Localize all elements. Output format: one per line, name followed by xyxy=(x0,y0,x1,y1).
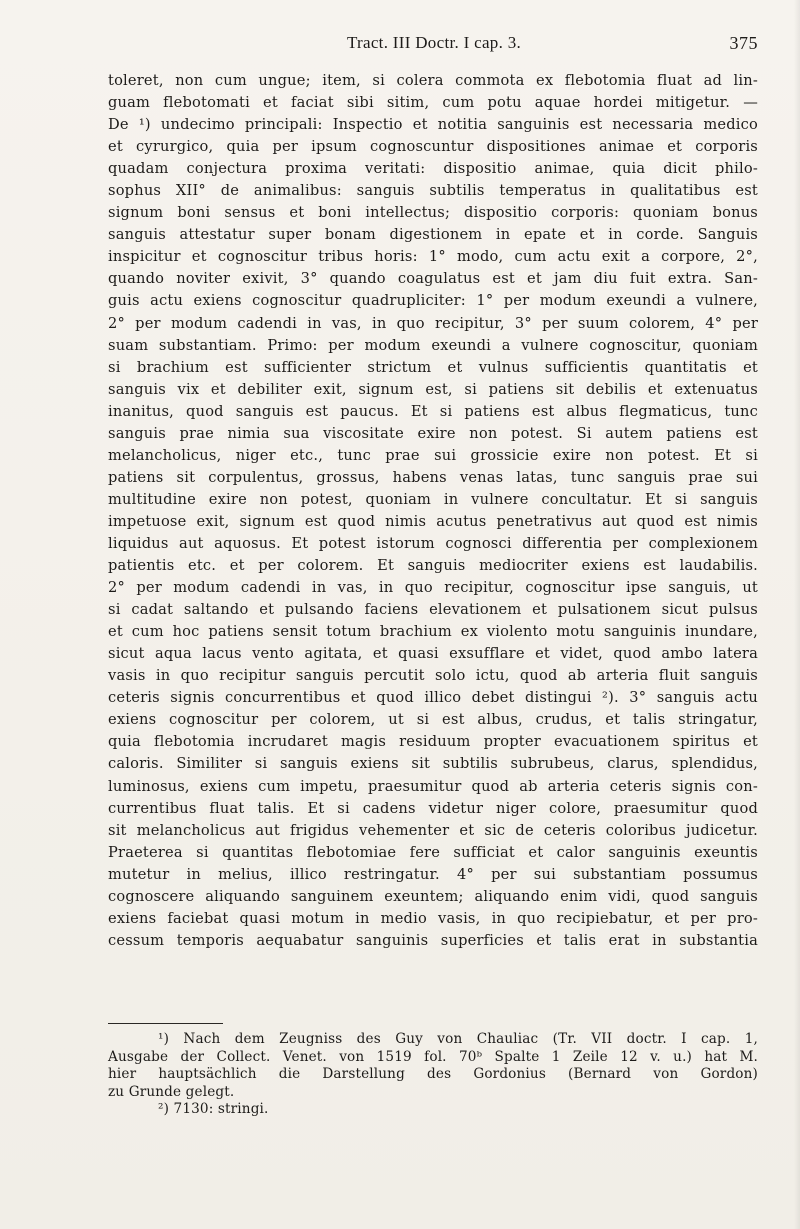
footnote-line: ¹) Nach dem Zeugniss des Guy von Chauliac (Tr. VII doctr. I cap. 1, xyxy=(158,1031,758,1047)
text-line: vasis in quo recipitur sanguis percutit solo ictu, quod ab arteria fluit sanguis xyxy=(108,667,758,685)
text-line: currentibus fluat talis. Et si cadens videtur niger colore, praesumitur quod xyxy=(108,799,758,817)
footnote-line: ²) 7130: stringi. xyxy=(158,1101,269,1118)
running-title: Tract. III Doctr. I cap. 3. xyxy=(346,33,522,52)
footnote-rule xyxy=(108,1023,223,1024)
body-text xyxy=(108,70,758,952)
text-line: inanitus, quod sanguis est paucus. Et si patiens est albus flegmaticus, tunc xyxy=(108,402,758,420)
footnote-line: zu Grunde gelegt. xyxy=(108,1083,235,1100)
text-line: liquidus aut aquosus. Et potest istorum cognosci differentia per complexionem xyxy=(108,534,758,552)
text-line: suam substantiam. Primo: per modum exeundi a vulnere cognoscitur, quoniam xyxy=(108,336,758,354)
text-line: patiens sit corpulentus, grossus, habens venas latas, tunc sanguis prae sui xyxy=(108,468,758,486)
scan-edge-shadow xyxy=(794,0,800,1229)
text-line: si brachium est sufficienter strictum et vulnus sufficientis quantitatis et xyxy=(108,358,758,376)
text-line: quando noviter exivit, 3° quando coagulatus est et jam diu fuit extra. San- xyxy=(108,270,758,288)
text-line: Praeterea si quantitas flebotomiae fere sufficiat et calor sanguinis exeuntis xyxy=(108,843,758,861)
text-line: guis actu exiens cognoscitur quadrupliciter: 1° per modum exeundi a vulnere, xyxy=(108,292,758,310)
page-header xyxy=(110,33,758,59)
text-line: guam flebotomati et faciat sibi sitim, cum potu aquae hordei mitigetur. — xyxy=(108,94,758,112)
text-line: quadam conjectura proxima veritati: dispositio animae, quia dicit philo- xyxy=(108,160,758,178)
text-line: si cadat saltando et pulsando faciens elevationem et pulsationem sicut pulsus xyxy=(108,601,758,619)
text-line: sanguis vix et debiliter exit, signum est, si patiens sit debilis et extenuatus xyxy=(108,380,758,398)
text-line: sit melancholicus aut frigidus vehementer et sic de ceteris coloribus judicetur. xyxy=(108,821,758,839)
text-line: exiens cognoscitur per colorem, ut si est albus, crudus, et talis stringatur, xyxy=(108,711,758,729)
text-line: ceteris signis concurrentibus et quod illico debet distingui ²). 3° sanguis actu xyxy=(108,689,758,707)
text-line: sophus XII° de animalibus: sanguis subtilis temperatus in qualitatibus est xyxy=(108,182,758,200)
text-line: 2° per modum cadendi in vas, in quo recipitur, 3° per suum colorem, 4° per xyxy=(108,314,758,332)
text-line: et cum hoc patiens sensit totum brachium ex violento motu sanguinis inundare, xyxy=(108,623,758,641)
footnote-line: Ausgabe der Collect. Venet. von 1519 fol. 70ᵇ Spalte 1 Zeile 12 v. u.) hat M. xyxy=(108,1048,758,1065)
text-line: inspicitur et cognoscitur tribus horis: 1° modo, cum actu exit a corpore, 2°, xyxy=(108,248,758,266)
text-line: exiens faciebat quasi motum in medio vasis, in quo recipiebatur, et per pro- xyxy=(108,909,758,927)
footnote-line: hier hauptsächlich die Darstellung des Gordonius (Bernard von Gordon) xyxy=(108,1066,758,1083)
text-line: cognoscere aliquando sanguinem exeuntem; aliquando enim vidi, quod sanguis xyxy=(108,887,758,905)
text-line: caloris. Similiter si sanguis exiens sit subtilis subrubeus, clarus, splendidus, xyxy=(108,755,758,773)
text-line: 2° per modum cadendi in vas, in quo recipitur, cognoscitur ipse sanguis, ut xyxy=(108,579,758,597)
footnotes xyxy=(108,1031,758,1119)
text-line: sanguis prae nimia sua viscositate exire non potest. Si autem patiens est xyxy=(108,424,758,442)
text-line: sanguis attestatur super bonam digestionem in epate et in corde. Sanguis xyxy=(108,226,758,244)
text-line: et cyrurgico, quia per ipsum cognoscuntur dispositiones animae et corporis xyxy=(108,138,758,156)
text-line: multitudine exire non potest, quoniam in vulnere concultatur. Et si sanguis xyxy=(108,490,758,508)
text-line: toleret, non cum ungue; item, si colera commota ex flebotomia fluat ad lin- xyxy=(108,72,758,89)
page-number: 375 xyxy=(729,33,758,53)
text-line: signum boni sensus et boni intellectus; dispositio corporis: quoniam bonus xyxy=(108,204,758,222)
text-line: quia flebotomia incrudaret magis residuum propter evacuationem spiritus et xyxy=(108,733,758,751)
text-line: cessum temporis aequabatur sanguinis superficies et talis erat in substantia xyxy=(108,931,758,949)
text-line: mutetur in melius, illico restringatur. 4° per sui substantiam possumus xyxy=(108,865,758,883)
text-line: impetuose exit, signum est quod nimis acutus penetrativus aut quod est nimis xyxy=(108,512,758,530)
text-line: luminosus, exiens cum impetu, praesumitur quod ab arteria ceteris signis con- xyxy=(108,777,758,795)
text-line: melancholicus, niger etc., tunc prae sui grossicie exire non potest. Et si xyxy=(108,446,758,464)
text-line: patientis etc. et per colorem. Et sanguis mediocriter exiens est laudabilis. xyxy=(108,557,758,575)
text-line: De ¹) undecimo principali: Inspectio et notitia sanguinis est necessaria medico xyxy=(108,116,758,134)
text-line: sicut aqua lacus vento agitata, et quasi exsufflare et videt, quod ambo latera xyxy=(108,645,758,663)
